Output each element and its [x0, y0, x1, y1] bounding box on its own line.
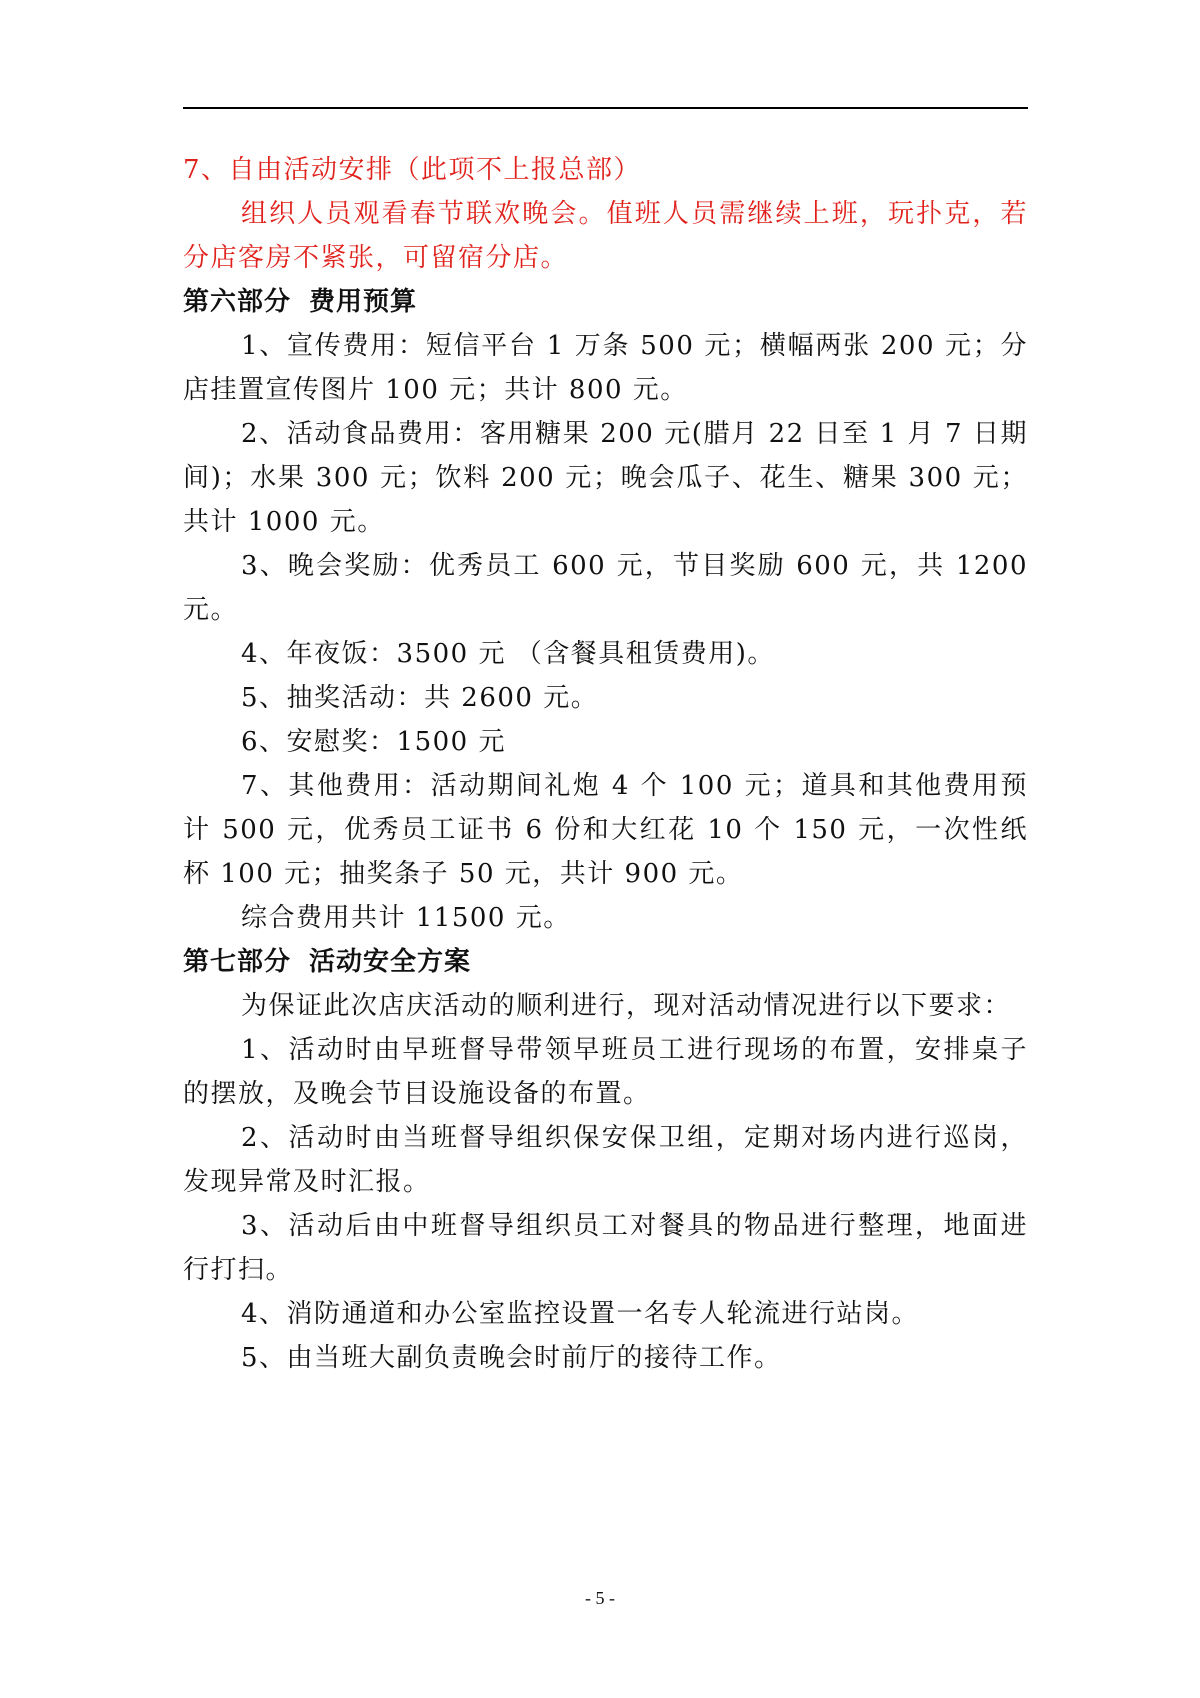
budget-item-dinner: 4、年夜饭：3500 元 （含餐具租赁费用)。 [241, 639, 775, 669]
part-7-heading-title: 活动安全方案 [309, 947, 472, 977]
safety-item-cleanup: 3、活动后由中班督导组织员工对餐具的物品进行整理，地面进行打扫。 [183, 1211, 1028, 1285]
safety-item-patrol: 2、活动时由当班督导组织保安保卫组，定期对场内进行巡岗，发现异常及时汇报。 [183, 1123, 1028, 1197]
section-7-title: 7、自由活动安排（此项不上报总部） [183, 155, 642, 185]
budget-item-lottery: 5、抽奖活动：共 2600 元。 [241, 683, 599, 713]
safety-intro: 为保证此次店庆活动的顺利进行，现对活动情况进行以下要求： [241, 991, 1012, 1021]
document-body [183, 148, 1028, 1380]
part-7-heading [183, 940, 1028, 984]
budget-total: 综合费用共计 11500 元。 [241, 903, 571, 933]
budget-item-consolation: 6、安慰奖：1500 元 [241, 727, 506, 757]
part-6-heading-prefix: 第六部分 [183, 287, 292, 317]
safety-item-setup: 1、活动时由早班督导带领早班员工进行现场的布置，安排桌子的摆放，及晚会节目设施设备的布置。 [183, 1035, 1028, 1109]
header-rule [183, 107, 1028, 109]
part-6-heading [183, 280, 1028, 324]
page-number: - 5 - [585, 1588, 615, 1608]
safety-item-reception: 5、由当班大副负责晚会时前厅的接待工作。 [241, 1343, 782, 1373]
budget-item-other: 7、其他费用：活动期间礼炮 4 个 100 元；道具和其他费用预计 500 元，优秀员工证书 6 份和大红花 10 个 150 元，一次性纸杯 100 元；抽奖条子 50 元，共计 900 元。 [183, 771, 1028, 889]
safety-item-fire-exit: 4、消防通道和办公室监控设置一名专人轮流进行站岗。 [241, 1299, 920, 1329]
part-7-heading-prefix: 第七部分 [183, 947, 292, 977]
budget-item-awards: 3、晚会奖励：优秀员工 600 元，节目奖励 600 元，共 1200 元。 [183, 551, 1028, 625]
part-6-heading-title: 费用预算 [309, 287, 418, 317]
budget-item-publicity: 1、宣传费用：短信平台 1 万条 500 元；横幅两张 200 元；分店挂置宣传图片 100 元；共计 800 元。 [183, 331, 1028, 405]
section-7-body: 组织人员观看春节联欢晚会。值班人员需继续上班，玩扑克，若分店客房不紧张，可留宿分店。 [183, 199, 1028, 273]
budget-item-food: 2、活动食品费用：客用糖果 200 元(腊月 22 日至 1 月 7 日期间)；水果 300 元；饮料 200 元；晚会瓜子、花生、糖果 300 元；共计 1000 元。 [183, 419, 1028, 537]
